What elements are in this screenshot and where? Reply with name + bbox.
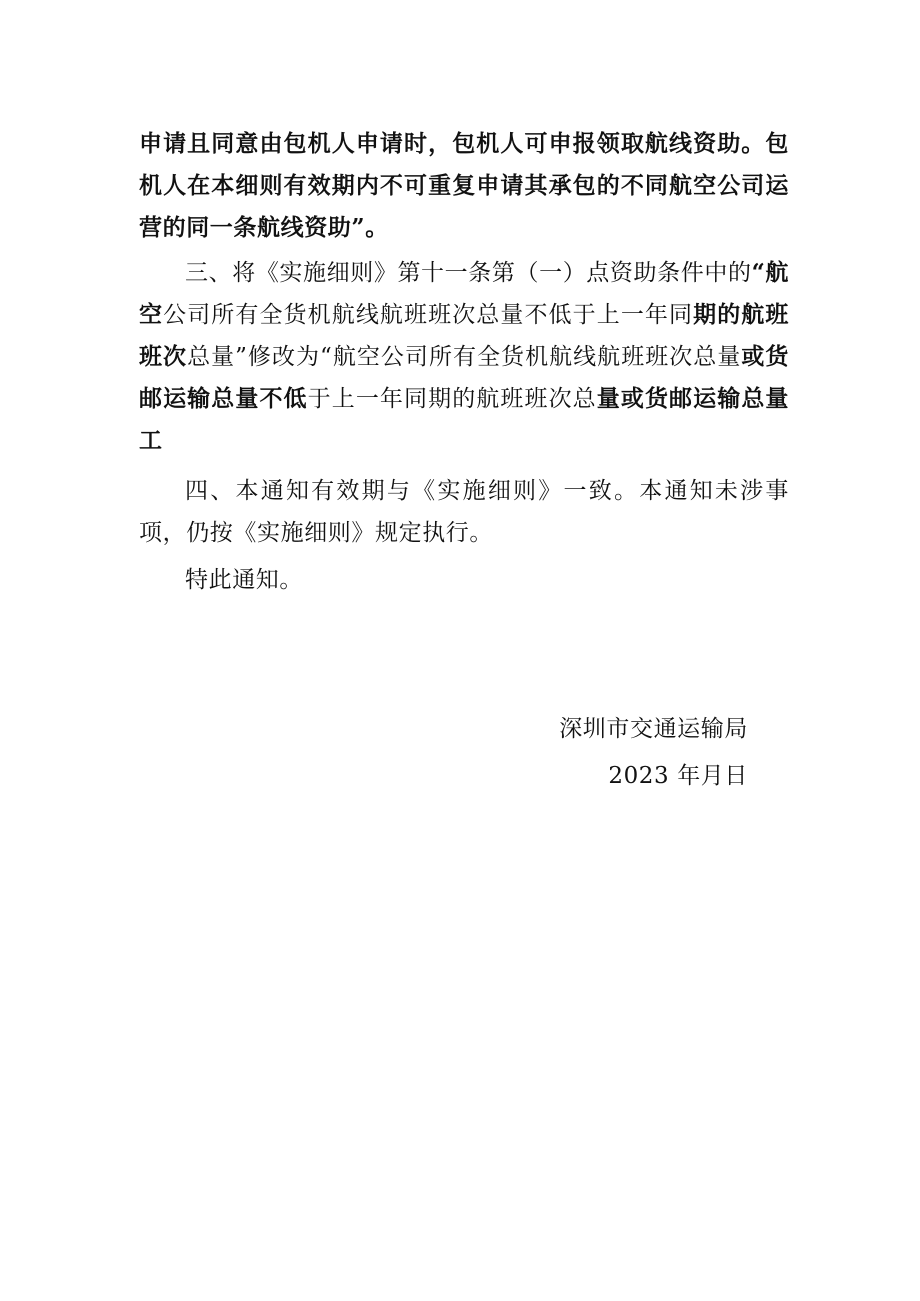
paragraph-continuation <box>139 123 789 249</box>
text-segment: 三、将《实施细则》第十一条第（一）点资助条件中的 <box>185 260 752 286</box>
text-segment: 于上一年同期的航班班次总 <box>307 386 597 412</box>
paragraph-article-three <box>139 252 789 462</box>
text-segment: 总量”修改为“航空公司所有全货机航线航班班次总量 <box>187 344 742 370</box>
paragraph-article-four <box>139 470 789 554</box>
signature-date: 2023 年月日 <box>608 763 748 789</box>
text-segment: 公司所有全货机航线航班班次总量不低于上一年同 <box>163 302 694 328</box>
text-segment-bold: 期的航班班次 <box>139 301 789 370</box>
signature-org: 深圳市交通运输局 <box>559 716 748 742</box>
text-segment-bold: “航空 <box>139 259 789 328</box>
text-segment-bold: 或货邮运输总量不低 <box>139 343 790 412</box>
text-segment-bold: 量或货邮运输总量工 <box>139 385 790 454</box>
paragraph-closing <box>139 559 789 601</box>
text-segment: 申请且同意由包机人申请时，包机人可申报领取航线资助。包机人在本细则有效期内不可重复申请其承包的不同航空公司运营的同一条航线资助”。 <box>139 130 789 241</box>
text-segment: 四、本通知有效期与《实施细则》一致。本通知未涉事项，仍按《实施细则》规定执行。 <box>139 478 789 546</box>
text-segment: 特此通知。 <box>185 567 303 593</box>
